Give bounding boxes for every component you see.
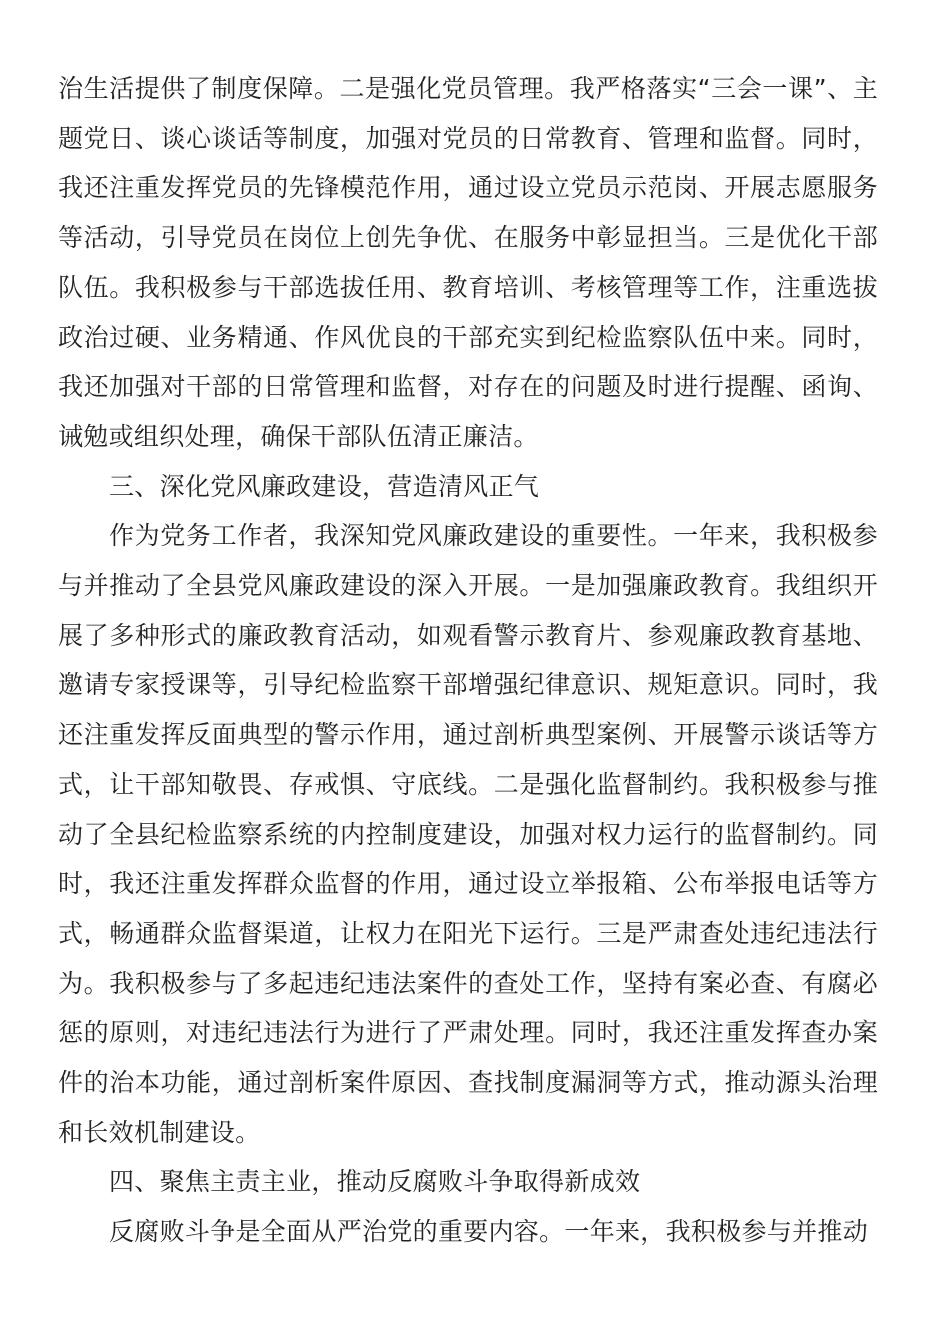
document-page	[58, 64, 878, 1257]
paragraph-integrity-building: 作为党务工作者，我深知党风廉政建设的重要性。一年来，我积极参与并推动了全县党风廉政建设的深入开展。一是加强廉政教育。我组织开展了多种形式的廉政教育活动，如观看警示教育片、参观廉政教育基地、邀请专家授课等，引导纪检监察干部增强纪律意识、规矩意识。同时，我还注重发挥反面典型的警示作用，通过剖析典型案例、开展警示谈话等方式，让干部知敬畏、存戒惧、守底线。二是强化监督制约。我积极参与推动了全县纪检监察系统的内控制度建设，加强对权力运行的监督制约。同时，我还注重发挥群众监督的作用，通过设立举报箱、公布举报电话等方式，畅通群众监督渠道，让权力在阳光下运行。三是严肃查处违纪违法行为。我积极参与了多起违纪违法案件的查处工作，坚持有案必查、有腐必惩的原则，对违纪违法行为进行了严肃处理。同时，我还注重发挥查办案件的治本功能，通过剖析案件原因、查找制度漏洞等方式，推动源头治理和长效机制建设。	[58, 521, 878, 1147]
section-heading-4: 四、聚焦主责主业，推动反腐败斗争取得新成效	[109, 1167, 641, 1197]
paragraph-anti-corruption: 反腐败斗争是全面从严治党的重要内容。一年来，我积极参与并推动	[109, 1217, 869, 1247]
paragraph-party-management: 治生活提供了制度保障。二是强化党员管理。我严格落实“三会一课”、主题党日、谈心谈话等制度，加强对党员的日常教育、管理和监督。同时，我还注重发挥党员的先锋模范作用，通过设立党员示范岗、开展志愿服务等活动，引导党员在岗位上创先争优、在服务中彰显担当。三是优化干部队伍。我积极参与干部选拔任用、教育培训、考核管理等工作，注重选拔政治过硬、业务精通、作风优良的干部充实到纪检监察队伍中来。同时，我还加强对干部的日常管理和监督，对存在的问题及时进行提醒、函询、诫勉或组织处理，确保干部队伍清正廉洁。	[58, 74, 878, 451]
section-heading-3: 三、深化党风廉政建设，营造清风正气	[109, 471, 540, 501]
